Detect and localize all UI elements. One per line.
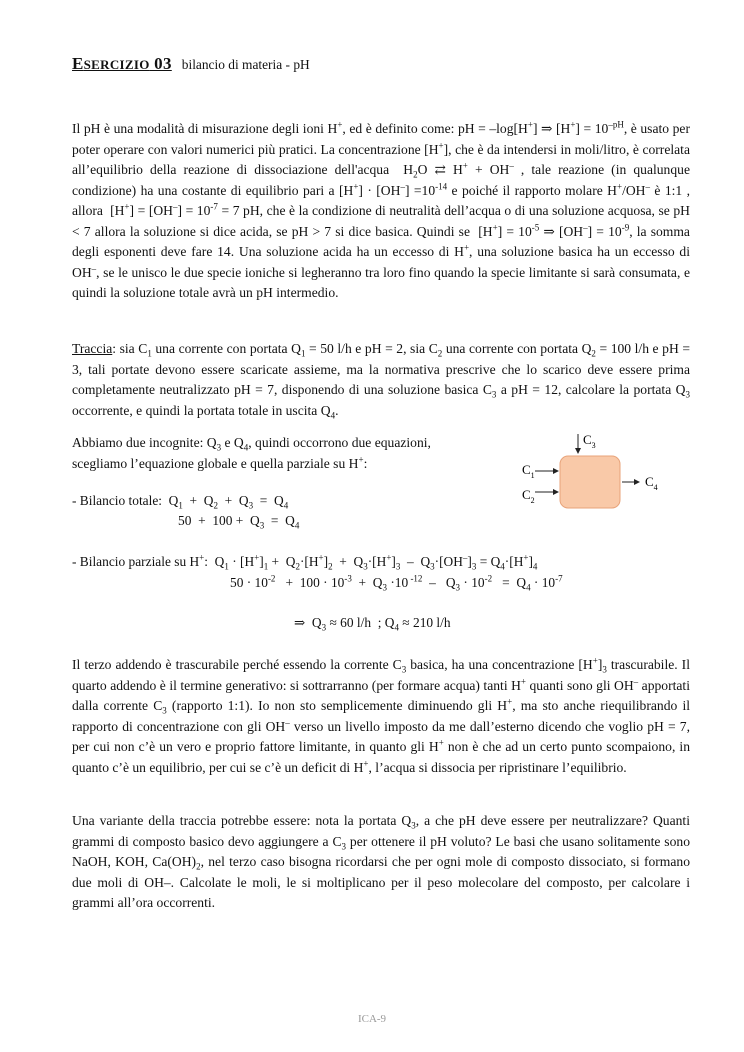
exercise-subtitle: bilancio di materia - pH <box>181 57 310 72</box>
page-footer: ICA-9 <box>357 1013 387 1025</box>
task-paragraph: Traccia: sia $C_1$ una corrente con portata $Q_1 = 50$ l/h e pH = 2, sia $C_2$ una corrente con portata $Q_2 = 100$ l/h e pH = 3, tali portate devono essere scaricate assieme, ma la normativa prescrive che lo scarico deve essere prima completamente neutralizzato pH = 7, disponendo di una soluzione basica $C_3$ a pH = 12, calcolare la portata $Q_3$ occorrente, e quindi la portata totale in uscita $Q_4$. <box>72 341 690 421</box>
partial-balance: - Bilancio parziale su H+: $Q_1 \cdot [H^+]_1 + Q_2\cdot[H^+]_2 + Q_3\cdot[H^+]_3 - Q_3\cdot[OH^-]_3 = Q_4\cdot[H^+]_4$ <box>72 552 538 572</box>
total-balance: - Bilancio totale: $Q_1 + Q_2 + Q_3 = Q_4$ <box>72 493 289 511</box>
unknowns-text: Abbiamo due incognite: $Q_3$ e $Q_4$, quindi occorrono due equazioni, scegliamo l’equazione globale e quella parziale su H+: <box>72 435 431 471</box>
result: ⇒ $Q_3 \approx 60$ l/h ; $Q_4 \approx 210$ l/h <box>294 615 451 633</box>
explanation-paragraph: Il terzo addendo è trascurabile perché essendo la corrente $C_3$ basica, ha una concentrazione $[H^+]_3$ trascurabile. Il quarto addendo è il termine generativo: si sottrarranno (per formare acqua) tanti H+ quanti sono gli OH– apportati dalla corrente $C_3$ (rapporto 1:1). Io non sto semplicemente diminuendo gli H+, ma sto anche riequilibrando il rapporto di concentrazione con gli OH– verso un livello imposto da me dall’esterno dicendo che voglio pH = 7, per cui non c’è un vero e proprio fattore limitante, in quanto gli H+ non è che ad un certo punto scompaiono, in quanto c’è un equilibrio, per cui se c’è un deficit di H+, l’acqua si dissocia per ripristinare l’equilibrio. <box>72 655 690 775</box>
mixing-diagram <box>515 428 665 518</box>
label-c3: $C_3$ <box>583 432 596 450</box>
total-balance-values: $50 + 100 + Q_3 = Q_4$ <box>178 513 300 531</box>
partial-balance-values: $50 \cdot 10^{-2} + 100 \cdot 10^{-3} + Q_3 \cdot 10$ $^{-12} - Q_3 \cdot 10^{-2} = Q_4 \cdot 10^{-7}$ <box>230 573 563 593</box>
exercise-number: ESERCIZIO 03 <box>72 54 172 73</box>
label-c4: $C_4$ <box>645 474 658 492</box>
variant-paragraph: Una variante della traccia potrebbe essere: nota la portata $Q_3$, a che pH deve essere per neutralizzare? Quanti grammi di composto basico devo aggiungere a $C_3$ per ottenere il pH voluto? Le basi che usano solitamente sono NaOH, KOH, $Ca(OH)_2$, nel terzo caso bisogna ricordarsi che per ogni mole di composto dissociato, si formano due moli di OH–. Calcolate le moli, le si moltiplicano per il peso molecolare del composto, per calcolare i grammi all’ora occorrenti. <box>72 813 690 910</box>
label-c1: $C_1$ <box>522 462 535 480</box>
mixer-box <box>560 456 620 508</box>
exercise-title <box>72 54 310 74</box>
label-c2: $C_2$ <box>522 487 535 505</box>
intro-paragraph: Il pH è una modalità di misurazione degli ioni H+, ed è definito come: pH = –log[H+] ⇒ $[H^+] = 10^{-pH}$, è usato per poter operare con valori numerici più pratici. La concentrazione [H+], che è da intendersi in moli/litro, è correlata all’equilibrio della reazione di dissociazione dell'acqua $H_2O$ ⇄ H+ + OH– , tale reazione (in qualunque condizione) ha una costante di equilibrio pari a $[H^+] \cdot [OH^-] =10^{-14}$ e poiché il rapporto molare H+/OH– è 1:1 , allora $[H^+] = [OH^-] = 10^{-7} = 7$ pH, che è la condizione di neutralità dell’acqua o di una soluzione acquosa, se pH < 7 allora la soluzione si dice acida, se pH > 7 si dice basica. Quindi se $[H^+] = 10^{-5}$ ⇒ $[OH^-] = 10^{-9}$, la somma degli esponenti deve fare 14. Una soluzione acida ha un eccesso di H+, una soluzione basica ha un eccesso di OH–, se le unisco le due specie ioniche si legheranno tra loro fino quando la specie limitante si sarà consumata, e quindi la soluzione totale avrà un pH intermedio. <box>72 119 691 300</box>
